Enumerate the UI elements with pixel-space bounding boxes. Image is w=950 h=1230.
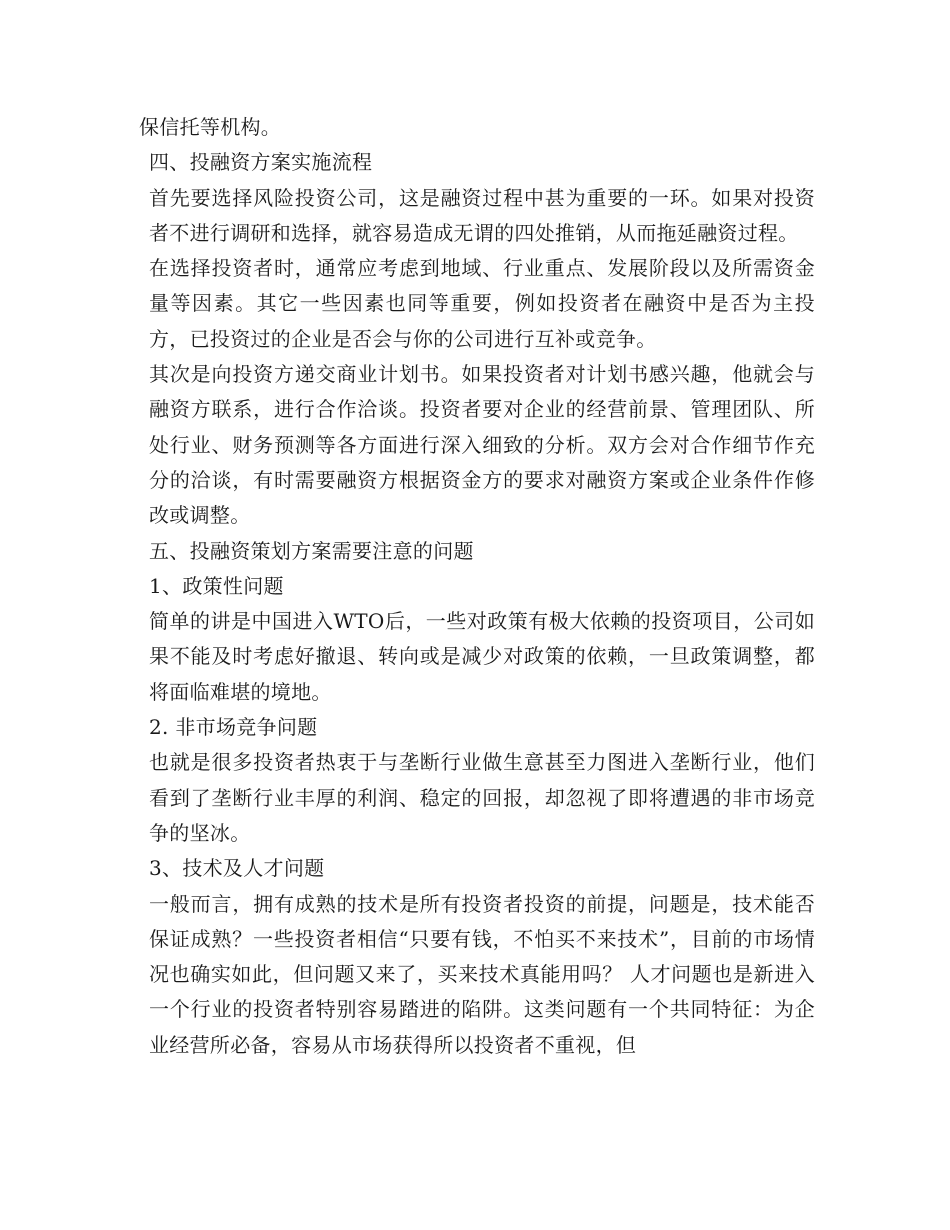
- paragraph: 保信托等机构。: [139, 115, 282, 139]
- paragraph: 在选择投资者时，通常应考虑到地域、行业重点、发展阶段以及所需资金量等因素。其它一些因素也同等重要，例如投资者在融资中是否为主投方，已投资过的企业是否会与你的公司进行互补或竞争。: [149, 256, 815, 351]
- subsection-heading: 1、政策性问题: [149, 573, 284, 598]
- subsection-heading: 2. 非市场竞争问题: [149, 715, 318, 740]
- paragraph: 简单的讲是中国进入WTO后，一些对政策有极大依赖的投资项目，公司如果不能及时考虑好撤退、转向或是减少对政策的依赖，一旦政策调整，都将面临难堪的境地。: [149, 609, 815, 704]
- section-heading: 四、投融资方案实施流程: [149, 150, 373, 175]
- section-heading: 五、投融资策划方案需要注意的问题: [149, 538, 474, 563]
- subsection-heading: 3、技术及人才问题: [149, 856, 325, 881]
- paragraph: 其次是向投资方递交商业计划书。如果投资者对计划书感兴趣，他就会与融资方联系，进行合作洽谈。投资者要对企业的经营前景、管理团队、所处行业、财务预测等各方面进行深入细致的分析。双方会对合作细节作充分的洽谈，有时需要融资方根据资金方的要求对融资方案或企业条件作修改或调整。: [149, 362, 815, 528]
- document-body: [139, 110, 815, 1063]
- paragraph: 一般而言，拥有成熟的技术是所有投资者投资的前提，问题是，技术能否保证成熟？一些投资者相信“只要有钱，不怕买不来技术”，目前的市场情况也确实如此，但问题又来了，买来技术真能用吗？ 人才问题也是新进入一个行业的投资者特别容易踏进的陷阱。这类问题有一个共同特征：为企业经营所必备，容易从市场获得所以投资者不重视，但: [149, 891, 815, 1057]
- paragraph: 首先要选择风险投资公司，这是融资过程中甚为重要的一环。如果对投资者不进行调研和选择，就容易造成无谓的四处推销，从而拖延融资过程。: [149, 185, 815, 245]
- paragraph: 也就是很多投资者热衷于与垄断行业做生意甚至力图进入垄断行业，他们看到了垄断行业丰厚的利润、稳定的回报，却忽视了即将遭遇的非市场竞争的坚冰。: [149, 750, 815, 845]
